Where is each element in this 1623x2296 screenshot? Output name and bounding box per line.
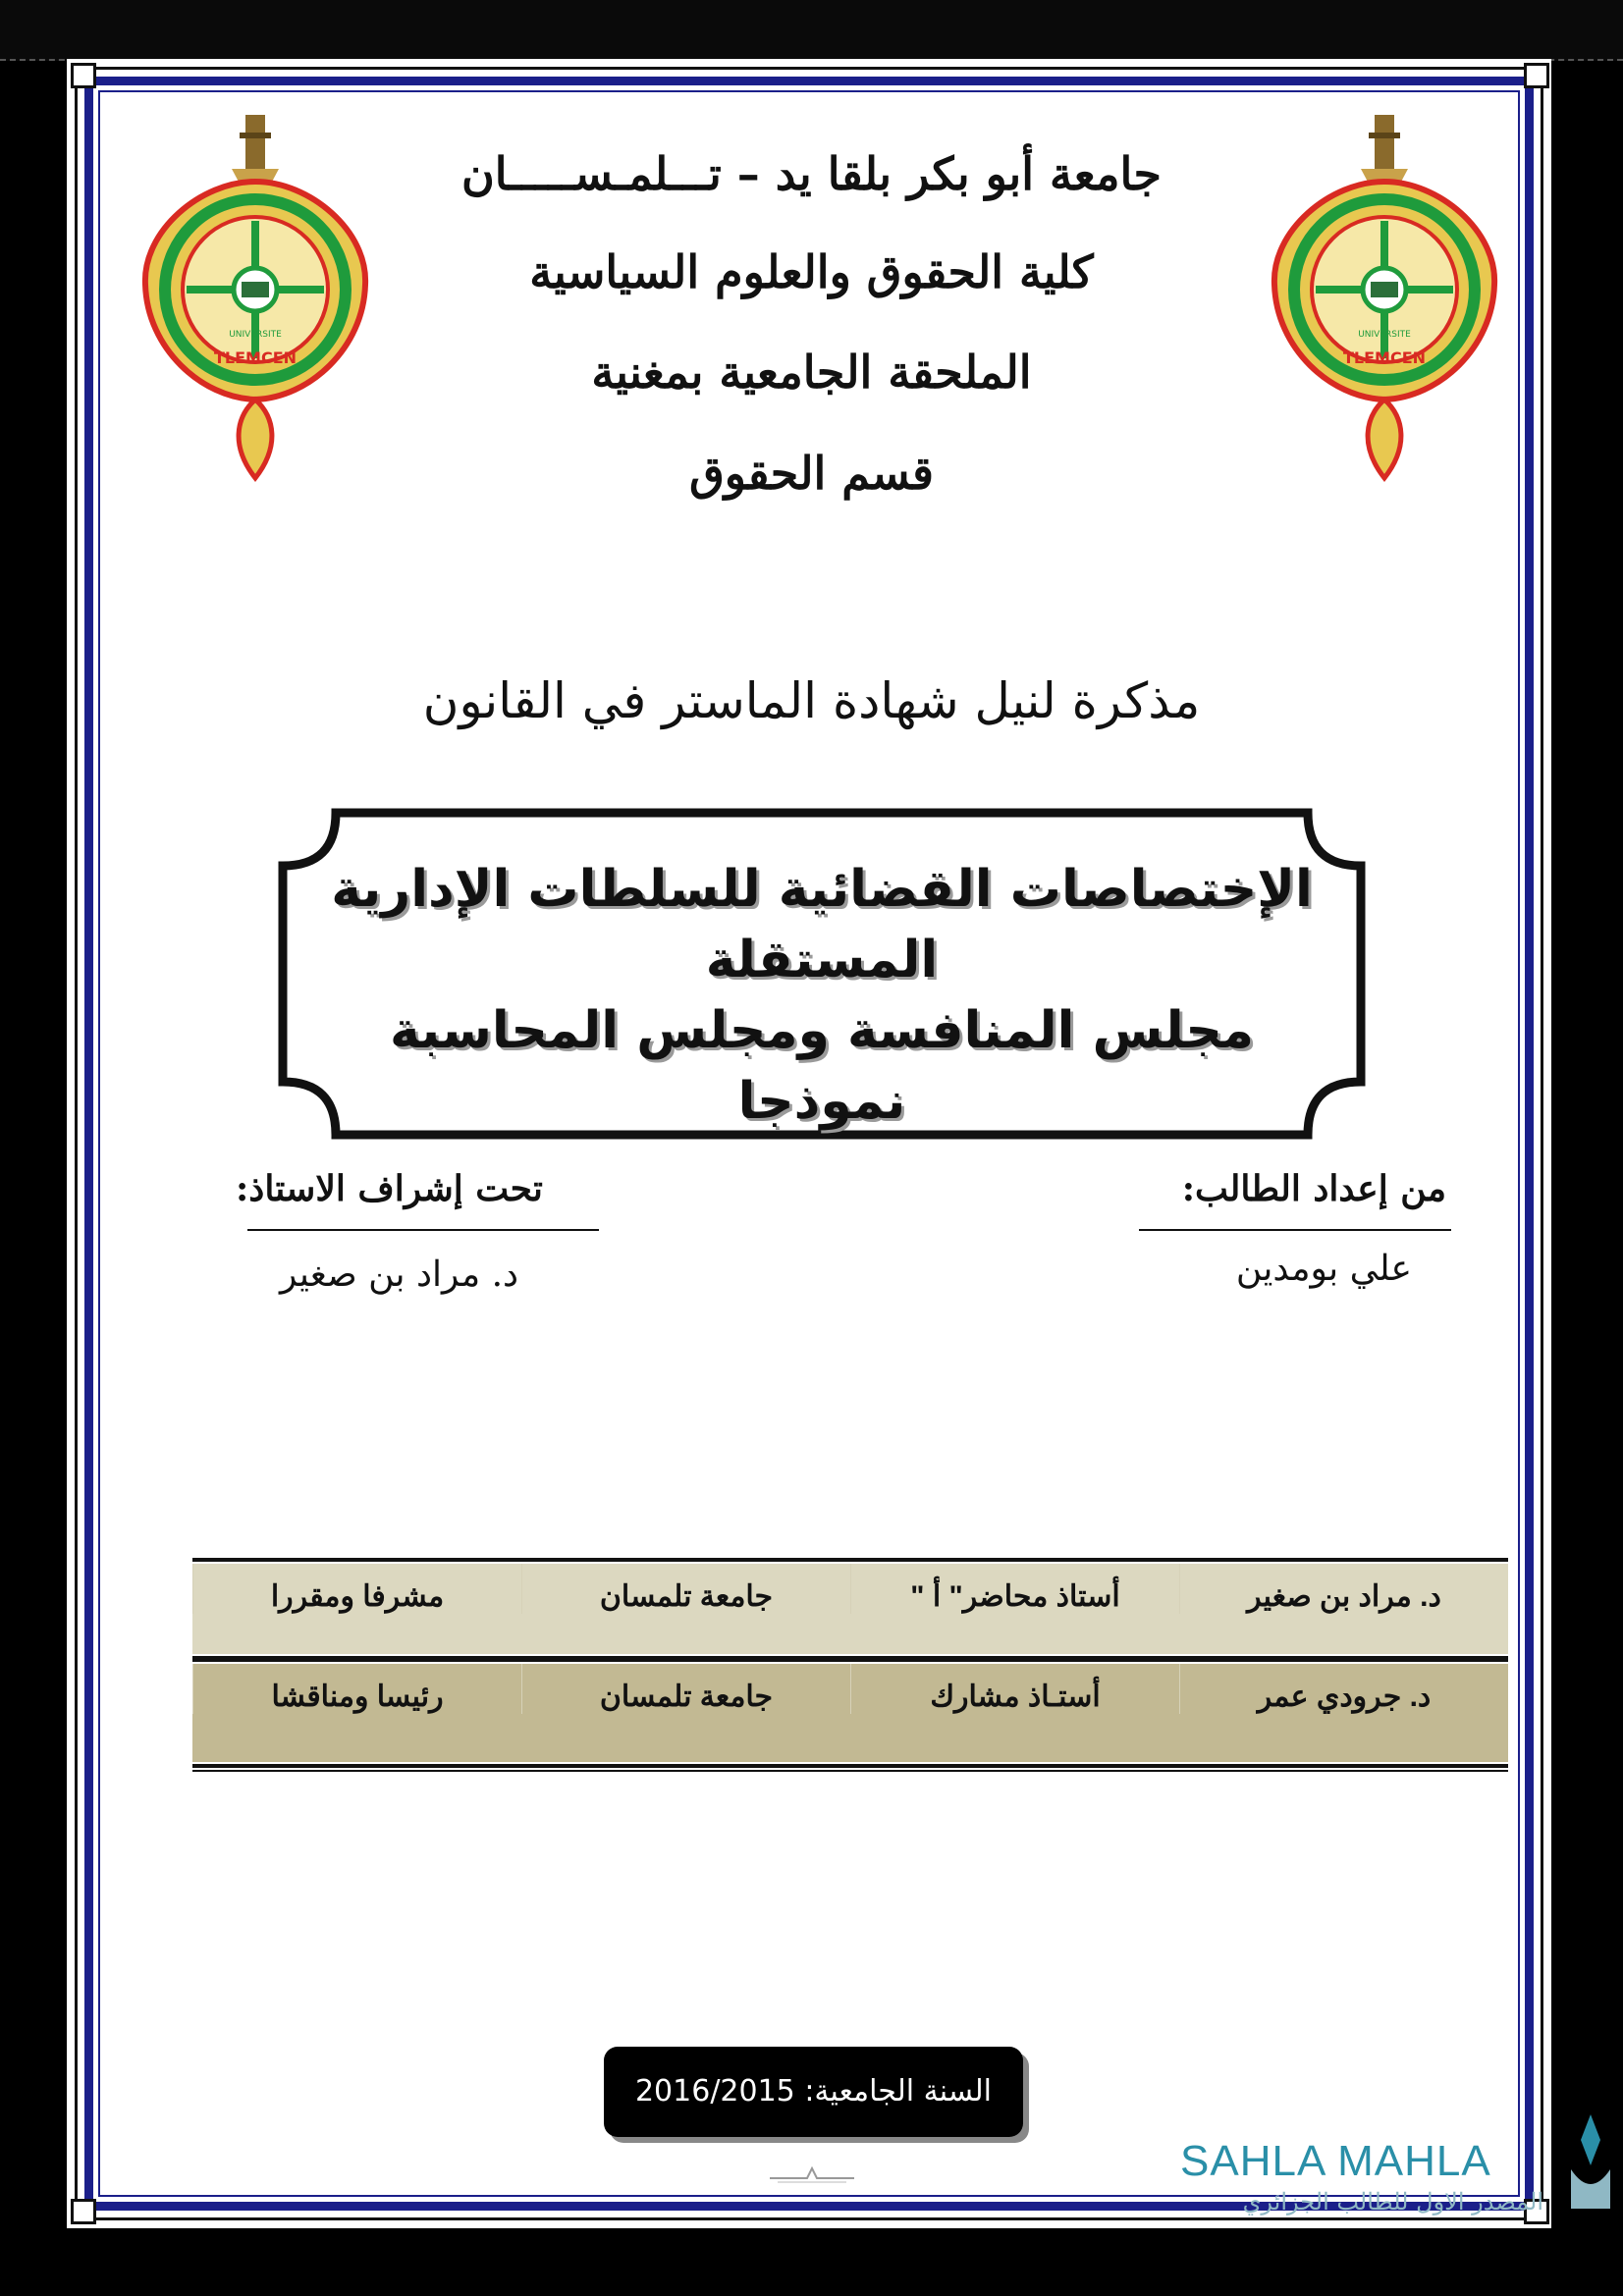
jury-member-rank: أستاذ محاضر" أ ": [850, 1564, 1179, 1614]
table-row: [192, 1564, 1508, 1654]
jury-member-name: د. مراد بن صغير: [1179, 1564, 1508, 1614]
logo-text: TLEMCEN: [1342, 348, 1427, 367]
jury-member-role: رئيسا ومناقشا: [192, 1664, 521, 1714]
title-line-3: نموذجا: [737, 1072, 906, 1131]
frame-corner: [1524, 63, 1549, 88]
academic-year-value: 2016/2015: [634, 2074, 795, 2109]
student-underline: [1139, 1229, 1451, 1231]
ornament-icon: [768, 2164, 856, 2184]
academic-year-label: السنة الجامعية:: [804, 2074, 993, 2109]
table-row: [192, 1664, 1508, 1762]
table-rule: [192, 1656, 1508, 1662]
jury-table: [192, 1558, 1508, 1772]
faculty-name: كلية الحقوق والعلوم السياسية: [529, 245, 1094, 298]
supervisor-underline: [247, 1229, 599, 1231]
jury-member-institution: جامعة تلمسان: [521, 1564, 850, 1614]
university-name: جامعة أبو بكر بلقا يد – تـــلمـســـــان: [461, 147, 1162, 200]
jury-member-rank: أستـاذ مشارك: [850, 1664, 1179, 1714]
jury-member-name: د. جرودي عمر: [1179, 1664, 1508, 1714]
top-strip: [0, 0, 1623, 61]
memo-label: مذكرة لنيل شهادة الماستر في القانون: [422, 672, 1201, 729]
jury-member-role: مشرفا ومقررا: [192, 1564, 521, 1614]
frame-corner: [71, 63, 96, 88]
logo-text: UNIVERSITE: [1358, 330, 1411, 340]
student-name: علي بومدين: [1235, 1249, 1412, 1289]
table-rule: [192, 1558, 1508, 1562]
table-rule: [192, 1770, 1508, 1772]
watermark-title: SAHLA MAHLA: [1180, 2137, 1491, 2185]
logo-text: UNIVERSITE: [229, 330, 282, 340]
table-rule: [192, 1764, 1508, 1768]
supervisor-name: د. مراد بن صغير: [280, 1255, 519, 1295]
annex-name: الملحقة الجامعية بمغنية: [591, 346, 1032, 399]
watermark: [1180, 2135, 1553, 2233]
student-label: من إعداد الطالب:: [1181, 1168, 1446, 1209]
watermark-subtitle: المصدر الاول للطالب الجزائري: [1242, 2188, 1543, 2216]
watermark-logo-icon: [1561, 2110, 1620, 2218]
jury-member-institution: جامعة تلمسان: [521, 1664, 850, 1714]
title-line-1: الإختصاصات القضائية للسلطات الإدارية المستقلة: [331, 860, 1313, 989]
logo-text: TLEMCEN: [213, 348, 298, 367]
thesis-title: [277, 854, 1367, 1137]
academic-year-box: [604, 2047, 1023, 2137]
supervisor-label: تحت إشراف الاستاذ:: [236, 1168, 543, 1209]
title-line-2: مجلس المنافسة ومجلس المحاسبة: [389, 1001, 1254, 1060]
department-name: قسم الحقوق: [689, 447, 934, 500]
frame-corner: [71, 2199, 96, 2224]
